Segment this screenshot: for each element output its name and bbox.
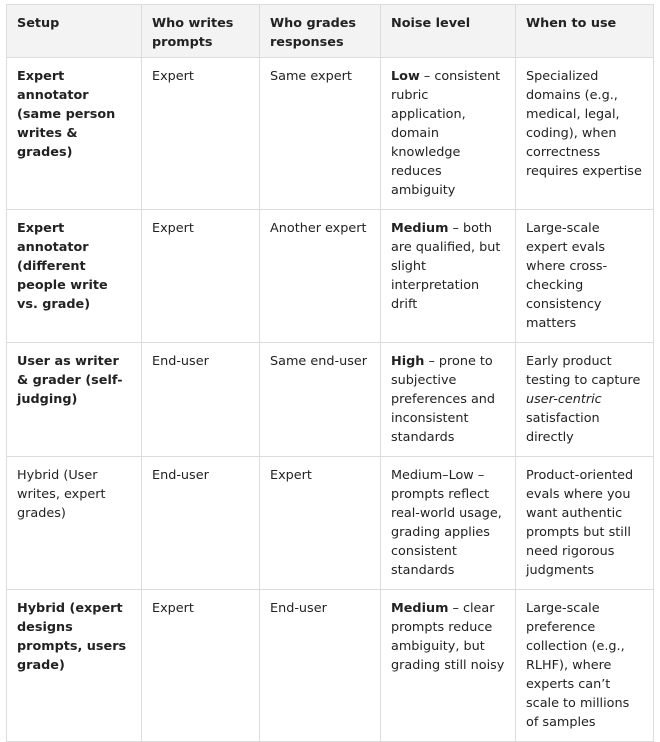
when-cell: Large-scale expert evals where cross-checking consistency matters xyxy=(516,210,654,343)
when-text-before: Early product testing to capture xyxy=(526,354,641,388)
setup-cell: User as writer & grader (self-judging) xyxy=(7,343,142,457)
table-row xyxy=(7,457,654,590)
noise-description: – consistent rubric application, domain knowledge reduces ambiguity xyxy=(391,69,501,198)
noise-level-label: High xyxy=(391,354,425,369)
noise-level-label: Medium xyxy=(391,221,449,236)
header-when-to-use: When to use xyxy=(516,5,654,58)
header-who-grades-responses: Who grades responses xyxy=(260,5,381,58)
noise-level-label: Low xyxy=(391,69,420,84)
when-cell: Large-scale preference collection (e.g., RLHF), where experts can’t scale to millions of samples xyxy=(516,590,654,742)
table-body xyxy=(7,58,654,742)
setup-cell: Hybrid (expert designs prompts, users grade) xyxy=(7,590,142,742)
noise-cell xyxy=(381,590,516,742)
noise-cell xyxy=(381,210,516,343)
setup-cell: Expert annotator (different people write vs. grade) xyxy=(7,210,142,343)
header-who-writes-prompts: Who writes prompts xyxy=(142,5,260,58)
table-row xyxy=(7,590,654,742)
noise-level-label: Medium xyxy=(391,601,449,616)
grader-cell: Another expert xyxy=(260,210,381,343)
when-cell xyxy=(516,343,654,457)
grader-cell: Same expert xyxy=(260,58,381,210)
table-row xyxy=(7,210,654,343)
table-header xyxy=(7,5,654,58)
writer-cell: End-user xyxy=(142,343,260,457)
header-noise-level: Noise level xyxy=(381,5,516,58)
noise-cell xyxy=(381,343,516,457)
noise-description: – both are qualified, but slight interpretation drift xyxy=(391,221,501,312)
noise-description: – prone to subjective preferences and inconsistent standards xyxy=(391,354,496,445)
writer-cell: End-user xyxy=(142,457,260,590)
writer-cell: Expert xyxy=(142,58,260,210)
grader-cell: End-user xyxy=(260,590,381,742)
noise-cell xyxy=(381,58,516,210)
writer-cell: Expert xyxy=(142,590,260,742)
annotation-setup-table xyxy=(6,4,654,742)
writer-cell: Expert xyxy=(142,210,260,343)
grader-cell: Same end-user xyxy=(260,343,381,457)
when-cell: Product-oriented evals where you want authentic prompts but still need rigorous judgments xyxy=(516,457,654,590)
setup-cell: Expert annotator (same person writes & grades) xyxy=(7,58,142,210)
header-setup: Setup xyxy=(7,5,142,58)
table-row xyxy=(7,343,654,457)
header-row xyxy=(7,5,654,58)
comparison-table-container xyxy=(6,4,653,742)
when-text-after: satisfaction directly xyxy=(526,411,600,445)
grader-cell: Expert xyxy=(260,457,381,590)
noise-description: – clear prompts reduce ambiguity, but grading still noisy xyxy=(391,601,505,673)
setup-cell: Hybrid (User writes, expert grades) xyxy=(7,457,142,590)
when-text-emphasis: user-centric xyxy=(526,392,602,407)
noise-cell: Medium–Low – prompts reflect real-world usage, grading applies consistent standards xyxy=(381,457,516,590)
when-cell: Specialized domains (e.g., medical, legal, coding), when correctness requires expertise xyxy=(516,58,654,210)
table-row xyxy=(7,58,654,210)
